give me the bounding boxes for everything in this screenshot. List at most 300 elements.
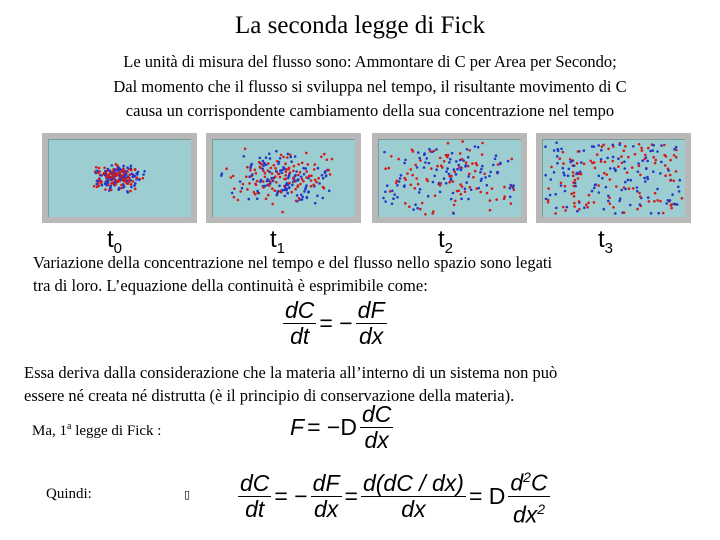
- particle: [287, 153, 290, 156]
- particle: [104, 174, 107, 177]
- particle: [237, 199, 240, 202]
- particle: [632, 187, 635, 190]
- particle: [466, 148, 469, 151]
- particle: [130, 186, 133, 189]
- particle: [469, 186, 472, 189]
- particle: [654, 162, 657, 165]
- particle: [252, 178, 255, 181]
- particle: [386, 184, 389, 187]
- particle: [126, 190, 129, 193]
- particle: [305, 176, 308, 179]
- particle: [427, 195, 430, 198]
- particle: [660, 161, 663, 164]
- particle: [554, 193, 557, 196]
- particle: [278, 185, 281, 188]
- particle: [609, 167, 612, 170]
- particle: [286, 156, 289, 159]
- particle: [98, 184, 101, 187]
- particle: [647, 196, 650, 199]
- particle: [489, 171, 492, 174]
- particle: [496, 172, 499, 175]
- particle: [600, 158, 603, 161]
- particle: [460, 198, 463, 201]
- particle: [445, 170, 448, 173]
- particle: [383, 151, 386, 154]
- particle: [453, 168, 456, 171]
- time-label-t1: $t_1$: [270, 226, 286, 257]
- particle: [664, 174, 667, 177]
- fraction-dc-dx: $\frac{dC}{dx}$: [361, 401, 392, 453]
- particle: [639, 174, 642, 177]
- particle: [458, 166, 461, 169]
- particle: [623, 211, 626, 214]
- particle: [130, 169, 133, 172]
- particle: [572, 181, 575, 184]
- particle: [418, 157, 421, 160]
- particle: [113, 174, 116, 177]
- particle: [230, 176, 233, 179]
- particle: [594, 167, 597, 170]
- particle: [605, 173, 608, 176]
- particle: [670, 204, 673, 207]
- particle: [491, 187, 494, 190]
- particle: [457, 164, 460, 167]
- particle: [100, 174, 103, 177]
- particle: [317, 167, 320, 170]
- particle: [314, 179, 317, 182]
- particle: [580, 161, 583, 164]
- particle: [448, 173, 451, 176]
- particle: [664, 164, 667, 167]
- particle: [232, 175, 235, 178]
- particle: [310, 174, 313, 177]
- paragraph-line: Variazione della concentrazione nel tempo e del flusso nello spazio sono legati: [33, 253, 553, 272]
- particle: [279, 190, 282, 193]
- particle: [446, 156, 449, 159]
- particle: [465, 181, 468, 184]
- particle: [601, 145, 604, 148]
- particle: [681, 197, 684, 200]
- particle: [95, 166, 98, 169]
- particle: [472, 176, 475, 179]
- particle: [290, 156, 293, 159]
- particle: [259, 157, 262, 160]
- particle: [449, 158, 452, 161]
- particle: [301, 196, 304, 199]
- particle: [443, 177, 446, 180]
- particle: [594, 184, 597, 187]
- particle: [624, 188, 627, 191]
- particle: [119, 168, 122, 171]
- particle: [123, 169, 126, 172]
- particle: [656, 188, 659, 191]
- particle: [286, 192, 289, 195]
- particle: [388, 167, 391, 170]
- fraction-second-derivative: $\frac{d^2C}{dx^2}$: [508, 465, 549, 527]
- particle: [572, 185, 575, 188]
- particle: [324, 171, 327, 174]
- particle: [560, 182, 563, 185]
- particle: [414, 203, 417, 206]
- particle: [424, 161, 427, 164]
- particle: [555, 141, 558, 144]
- particle: [650, 212, 653, 215]
- particle: [273, 164, 276, 167]
- particle: [111, 181, 114, 184]
- particle: [629, 204, 632, 207]
- particle: [251, 173, 254, 176]
- particle: [421, 202, 424, 205]
- particle: [126, 166, 129, 169]
- particle: [304, 188, 307, 191]
- particle: [105, 184, 108, 187]
- particle: [124, 175, 127, 178]
- particle: [611, 144, 614, 147]
- particle: [259, 166, 262, 169]
- diffusion-panel-t1: [206, 133, 361, 223]
- particle: [513, 189, 516, 192]
- particle: [573, 202, 576, 205]
- particle: [499, 163, 502, 166]
- particle: [403, 185, 406, 188]
- operator: = −: [274, 482, 308, 509]
- particle: [660, 144, 663, 147]
- particle: [641, 159, 644, 162]
- particle: [483, 173, 486, 176]
- particle: [316, 195, 319, 198]
- particle: [129, 190, 132, 193]
- fraction-d-dcdx-dx: $\frac{d(dC / dx)}{dx}$: [362, 469, 464, 522]
- particle: [593, 201, 596, 204]
- particle: [673, 148, 676, 151]
- particle: [415, 177, 418, 180]
- particle: [603, 208, 606, 211]
- fraction-df-dx: $\frac{dF}{dx}$: [357, 297, 385, 349]
- particle: [626, 171, 629, 174]
- particle: [665, 202, 668, 205]
- particle: [461, 140, 464, 143]
- fraction-dc-dt: $\frac{dC}{dt}$: [285, 297, 315, 349]
- particle: [301, 162, 304, 165]
- flux-symbol: F: [290, 414, 305, 440]
- particle: [136, 177, 139, 180]
- particle: [577, 177, 580, 180]
- particle: [569, 158, 572, 161]
- particle: [410, 184, 413, 187]
- particle: [303, 190, 306, 193]
- paragraph-line: essere né creata né distrutta (è il principio di conservazione della materia).: [24, 386, 515, 405]
- particle: [555, 207, 558, 210]
- particle: [310, 179, 313, 182]
- particle: [562, 162, 565, 165]
- particle: [643, 158, 646, 161]
- particle: [290, 191, 293, 194]
- particle: [242, 183, 245, 186]
- particle: [598, 175, 601, 178]
- particle: [589, 160, 592, 163]
- particle: [454, 200, 457, 203]
- particle: [275, 170, 278, 173]
- particle: [267, 194, 270, 197]
- particle: [265, 156, 268, 159]
- particle: [134, 188, 137, 191]
- particle: [101, 184, 104, 187]
- particle: [122, 165, 125, 168]
- particle: [130, 165, 133, 168]
- particle: [233, 196, 236, 199]
- particle: [274, 189, 277, 192]
- particle: [637, 162, 640, 165]
- particle: [609, 202, 612, 205]
- particle: [300, 176, 303, 179]
- particle: [480, 168, 483, 171]
- particle: [281, 211, 284, 214]
- particle: [639, 195, 642, 198]
- particle: [479, 171, 482, 174]
- particle: [544, 145, 547, 148]
- particle: [130, 183, 133, 186]
- particle: [464, 165, 467, 168]
- particle: [109, 187, 112, 190]
- particle: [254, 169, 257, 172]
- particle: [108, 170, 111, 173]
- particle: [572, 175, 575, 178]
- particle: [453, 171, 456, 174]
- operator: = −: [319, 310, 353, 336]
- particle: [607, 148, 610, 151]
- particle: [239, 190, 242, 193]
- particle: [111, 178, 114, 181]
- particle: [268, 153, 271, 156]
- particle: [305, 170, 308, 173]
- particle: [307, 163, 310, 166]
- particle: [313, 168, 316, 171]
- particle: [669, 159, 672, 162]
- particle: [636, 186, 639, 189]
- particle: [302, 180, 305, 183]
- paragraph-line: tra di loro. L’equazione della continuità è esprimibile come:: [33, 276, 428, 295]
- particle: [303, 173, 306, 176]
- particle: [667, 169, 670, 172]
- particle: [329, 173, 332, 176]
- particle: [433, 175, 436, 178]
- particle: [433, 150, 436, 153]
- particle: [414, 187, 417, 190]
- particle: [507, 160, 510, 163]
- particle: [241, 187, 244, 190]
- particle: [439, 184, 442, 187]
- particle: [279, 157, 282, 160]
- particle: [549, 178, 552, 181]
- particle: [288, 186, 291, 189]
- particle: [475, 187, 478, 190]
- particle: [107, 174, 110, 177]
- particle: [619, 197, 622, 200]
- particle: [393, 193, 396, 196]
- particle: [598, 191, 601, 194]
- particle: [452, 212, 455, 215]
- particle: [107, 181, 110, 184]
- particle: [142, 177, 145, 180]
- particle: [325, 175, 328, 178]
- particle: [573, 192, 576, 195]
- particle: [467, 156, 470, 159]
- particle: [406, 172, 409, 175]
- particle: [411, 174, 414, 177]
- missing-glyph-icon: ▯: [184, 488, 191, 501]
- particle: [564, 209, 567, 212]
- particles-t2: [378, 139, 521, 217]
- particle: [292, 170, 295, 173]
- particle: [93, 185, 96, 188]
- particle: [640, 147, 643, 150]
- particle: [239, 180, 242, 183]
- particle: [281, 172, 284, 175]
- particle: [98, 167, 101, 170]
- particle: [428, 162, 431, 165]
- paragraph-line: Essa deriva dalla considerazione che la materia all’interno di un sistema non può: [24, 363, 558, 382]
- particle: [562, 167, 565, 170]
- particle: [659, 200, 662, 203]
- particle: [460, 169, 463, 172]
- particle: [547, 201, 550, 204]
- particle: [95, 172, 98, 175]
- particle: [284, 162, 287, 165]
- particle: [299, 171, 302, 174]
- particle: [480, 180, 483, 183]
- particle: [489, 209, 492, 212]
- particle: [255, 172, 258, 175]
- quindi-label: Quindi:: [46, 486, 92, 502]
- particle: [233, 187, 236, 190]
- particle: [647, 147, 650, 150]
- particle: [645, 167, 648, 170]
- particle: [596, 153, 599, 156]
- particle: [638, 192, 641, 195]
- particle: [632, 145, 635, 148]
- particle: [509, 196, 512, 199]
- particle: [600, 160, 603, 163]
- particle: [284, 195, 287, 198]
- particle: [264, 176, 267, 179]
- particle: [678, 190, 681, 193]
- particle: [465, 161, 468, 164]
- particle: [439, 157, 442, 160]
- particle: [644, 180, 647, 183]
- particle: [636, 190, 639, 193]
- particle: [474, 145, 477, 148]
- particle: [448, 161, 451, 164]
- particle: [604, 161, 607, 164]
- particle: [470, 189, 473, 192]
- particle: [262, 164, 265, 167]
- particle: [663, 144, 666, 147]
- particle: [416, 166, 419, 169]
- particle: [566, 206, 569, 209]
- particle: [395, 182, 398, 185]
- particle: [474, 170, 477, 173]
- particle: [297, 179, 300, 182]
- particle: [310, 185, 313, 188]
- particle: [271, 178, 274, 181]
- particle: [115, 179, 118, 182]
- particle: [417, 151, 420, 154]
- particle: [396, 196, 399, 199]
- particle: [317, 177, 320, 180]
- particle: [117, 166, 120, 169]
- particle: [647, 178, 650, 181]
- particle: [583, 206, 586, 209]
- particle: [646, 160, 649, 163]
- particle: [468, 173, 471, 176]
- particle: [628, 187, 631, 190]
- particle: [583, 149, 586, 152]
- particle: [449, 175, 452, 178]
- particle: [456, 168, 459, 171]
- particle: [277, 163, 280, 166]
- particle: [399, 177, 402, 180]
- particle: [478, 187, 481, 190]
- particle: [455, 173, 458, 176]
- particle: [446, 167, 449, 170]
- particle: [481, 165, 484, 168]
- particle: [120, 184, 123, 187]
- particle: [96, 183, 99, 186]
- particle: [447, 142, 450, 145]
- particle: [477, 146, 480, 149]
- particle: [614, 212, 617, 215]
- particle: [439, 191, 442, 194]
- particle: [312, 184, 315, 187]
- particle: [258, 161, 261, 164]
- particle: [259, 181, 262, 184]
- particle: [656, 150, 659, 153]
- particle: [564, 190, 567, 193]
- particle: [98, 170, 101, 173]
- particle: [321, 174, 324, 177]
- particle: [403, 162, 406, 165]
- particle: [547, 187, 550, 190]
- particle: [285, 178, 288, 181]
- particle: [471, 162, 474, 165]
- particle: [123, 185, 126, 188]
- particle: [138, 179, 141, 182]
- particle: [142, 173, 145, 176]
- particle: [143, 170, 146, 173]
- particle: [669, 199, 672, 202]
- particle: [297, 174, 300, 177]
- particle: [461, 185, 464, 188]
- particle: [675, 146, 678, 149]
- particle: [606, 157, 609, 160]
- particle: [282, 168, 285, 171]
- particle: [295, 170, 298, 173]
- particle: [262, 186, 265, 189]
- particle: [641, 149, 644, 152]
- particle: [295, 200, 298, 203]
- second-law-equation: [238, 465, 550, 527]
- particle: [277, 173, 280, 176]
- particle: [630, 179, 633, 182]
- particle: [276, 160, 279, 163]
- particle: [275, 181, 278, 184]
- particle: [249, 169, 252, 172]
- particle: [452, 180, 455, 183]
- particle: [308, 175, 311, 178]
- particle: [544, 174, 547, 177]
- particle: [634, 153, 637, 156]
- operator: = −D: [307, 414, 357, 440]
